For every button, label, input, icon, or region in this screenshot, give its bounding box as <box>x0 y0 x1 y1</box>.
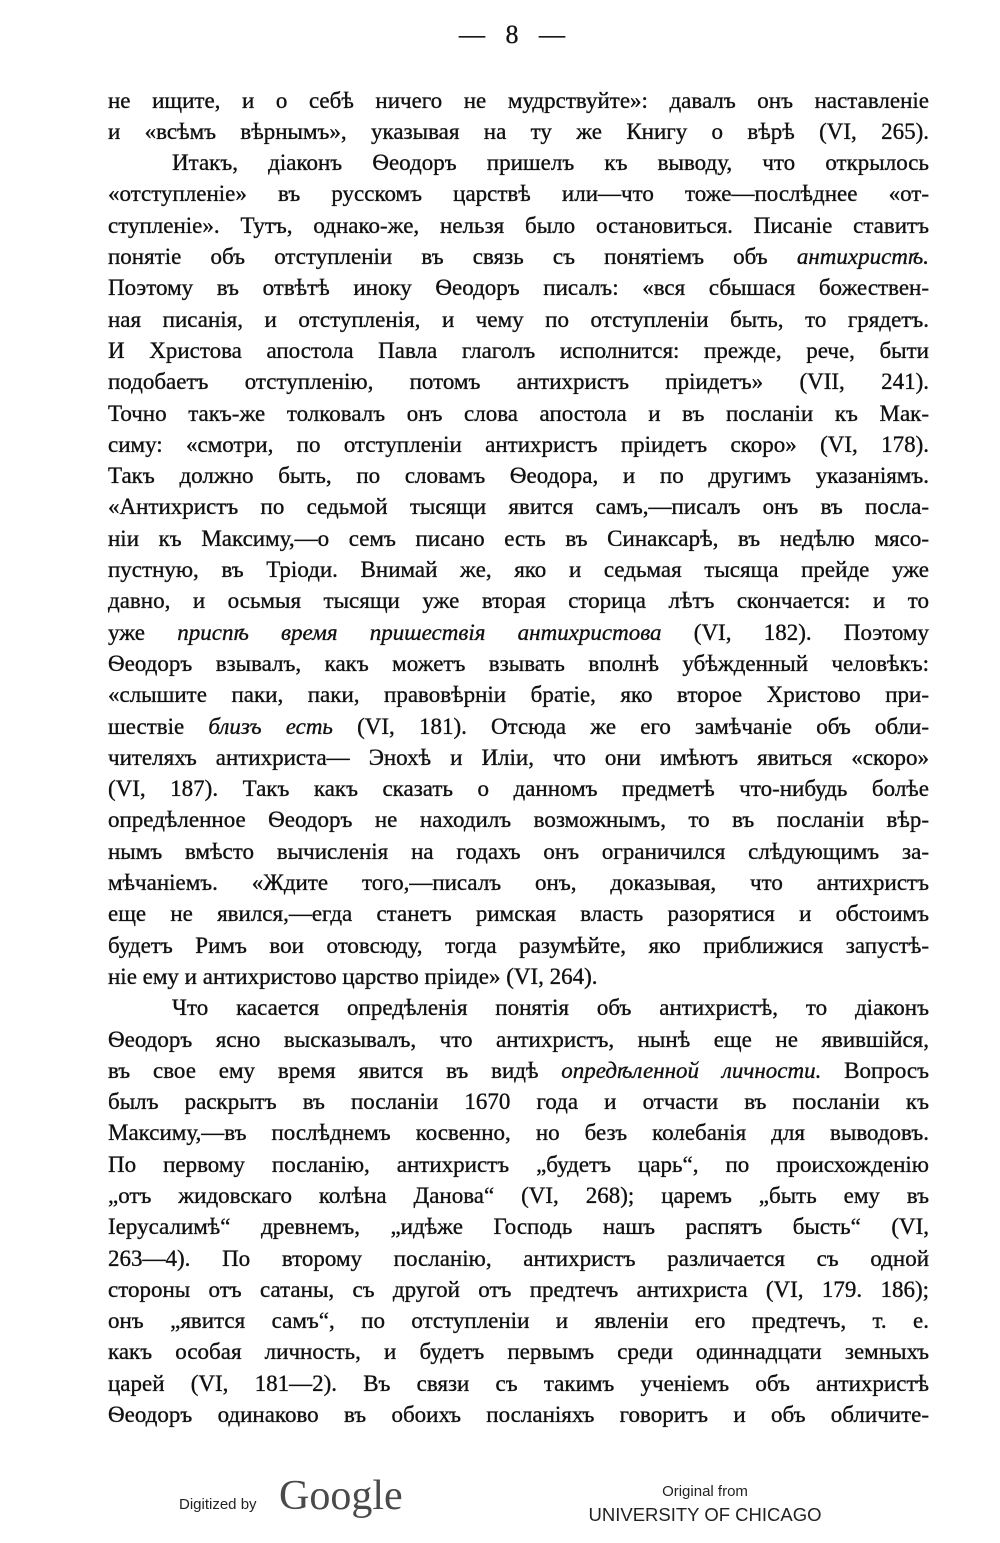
text-line <box>108 178 929 209</box>
text-segment: (VI, 181). Отсюда же его замѣчаніе объ обли- <box>332 713 929 739</box>
text-line <box>108 1305 929 1336</box>
text-segment: въ свое ему время явится въ видѣ <box>108 1057 562 1083</box>
text-segment: онъ „явится самъ“, по отступленіи и явленіи его предтечъ, т. е. <box>108 1308 929 1334</box>
text-line <box>108 272 929 303</box>
text-segment: «слышите паки, паки, правовѣрніи братіе, яко второе Христово при- <box>108 682 929 708</box>
text-segment: ная писанія, и отступленія, и чему по отступленіи быть, то грядетъ. <box>108 306 929 332</box>
text-line <box>108 460 929 491</box>
google-logo: Google <box>279 1473 403 1519</box>
text-line <box>108 1055 929 1086</box>
text-line <box>108 992 929 1023</box>
text-segment: (VI, 182). Поэтому <box>661 619 929 645</box>
text-line <box>108 617 929 648</box>
text-segment: ступленіе». Тутъ, однако-же, нельзя было остановиться. Писаніе ставитъ <box>108 212 929 238</box>
text-line <box>108 711 929 742</box>
text-line <box>108 773 929 804</box>
text-segment: былъ раскрытъ въ посланіи 1670 года и отчасти въ посланіи къ <box>108 1089 929 1115</box>
text-segment: шествіе <box>108 713 209 739</box>
text-segment: Поэтому въ отвѣтѣ иноку Ѳеодоръ писалъ: «вся сбышася божествен- <box>108 275 929 301</box>
text-segment: подобаетъ отступленію, потомъ антихристъ пріидетъ» (VII, 241). <box>108 369 929 395</box>
text-line <box>108 241 929 272</box>
text-segment: не ищите, и о себѣ ничего не мудрствуйте»: давалъ онъ наставленіе <box>108 87 929 113</box>
italic-text: близъ есть <box>208 713 333 739</box>
text-segment: чителяхъ антихриста— Энохѣ и Иліи, что они имѣютъ явиться «скоро» <box>108 744 929 770</box>
digitized-by-label: Digitized by <box>179 1496 257 1513</box>
text-segment: Итакъ, діаконъ Ѳеодоръ пришелъ къ выводу, что открылось <box>172 150 929 176</box>
text-segment: стороны отъ сатаны, съ другой отъ предтечъ антихриста (VI, 179. 186); <box>108 1276 929 1302</box>
text-segment: Точно такъ-же толковалъ онъ слова апостола и въ посланіи къ Мак- <box>108 400 929 426</box>
text-line <box>108 554 929 585</box>
text-line <box>108 1274 929 1305</box>
text-segment: «отступленіе» въ русскомъ царствѣ или—что тоже—послѣднее «от- <box>108 181 929 207</box>
text-line <box>108 1399 929 1430</box>
text-segment: пустную, въ Тріоди. Внимай же, яко и седьмая тысяща прейде уже <box>108 557 929 583</box>
text-segment: Максиму,—въ послѣднемъ косвенно, но безъ колебанія для выводовъ. <box>108 1120 929 1146</box>
text-segment: уже <box>108 619 178 645</box>
text-segment: какъ особая личность, и будетъ первымъ среди одиннадцати земныхъ <box>108 1339 929 1365</box>
text-line <box>108 85 929 116</box>
text-line <box>108 1180 929 1211</box>
text-segment: „отъ жидовскаго колѣна Данова“ (VI, 268); царемъ „быть ему въ <box>108 1182 929 1208</box>
text-segment: Такъ должно быть, по словамъ Ѳеодора, и по другимъ указаніямъ. <box>108 463 929 489</box>
text-line <box>108 867 929 898</box>
text-line <box>108 1336 929 1367</box>
text-segment: (VI, 187). Такъ какъ сказать о данномъ предметѣ что-нибудь болѣе <box>108 776 929 802</box>
text-line <box>108 335 929 366</box>
text-line <box>108 1243 929 1274</box>
text-line <box>108 398 929 429</box>
text-line <box>108 491 929 522</box>
text-line <box>108 304 929 335</box>
text-segment: давно, и осьмыя тысящи уже вторая сторица лѣтъ скончается: и то <box>108 588 929 614</box>
text-segment: Вопросъ <box>821 1057 929 1083</box>
text-line <box>108 210 929 241</box>
text-segment: ніи къ Максиму,—о семъ писано есть въ Синаксарѣ, въ недѣлю мясо- <box>108 525 929 551</box>
text-line <box>108 1368 929 1399</box>
original-from-label: Original from <box>662 1483 748 1500</box>
text-line <box>108 147 929 178</box>
text-line <box>108 1149 929 1180</box>
text-segment: По первому посланію, антихристъ „будетъ царь“, по происхожденію <box>108 1151 929 1177</box>
text-segment: понятіе объ отступленіи въ связь съ понятіемъ объ <box>108 244 797 270</box>
text-line <box>108 961 929 992</box>
text-segment: Ѳеодоръ ясно высказывалъ, что антихристъ, нынѣ еще не явившійся, <box>108 1026 929 1052</box>
text-segment: будетъ Римъ вои отовсюду, тогда разумѣйте, яко приближися запустѣ- <box>108 932 929 958</box>
text-line <box>108 679 929 710</box>
text-line <box>108 523 929 554</box>
italic-text: опредѣленной личности. <box>561 1057 822 1083</box>
text-line <box>108 366 929 397</box>
text-line <box>108 742 929 773</box>
text-line <box>108 648 929 679</box>
text-segment: «Антихристъ по седьмой тысящи явится самъ,—писалъ онъ въ посла- <box>108 494 929 520</box>
italic-text: антихристѣ. <box>796 244 929 270</box>
paragraph <box>108 992 929 1430</box>
text-line <box>108 836 929 867</box>
text-line <box>108 429 929 460</box>
italic-text: приспѣ время пришествія антихристова <box>177 619 662 645</box>
text-segment: мѣчаніемъ. «Ждите того,—писалъ онъ, доказывая, что антихристъ <box>108 870 929 896</box>
text-line <box>108 898 929 929</box>
paragraph <box>108 85 929 148</box>
text-line <box>108 116 929 147</box>
text-line <box>108 1086 929 1117</box>
text-block <box>108 85 929 1431</box>
text-segment: Что касается опредѣленія понятія объ антихристѣ, то діаконъ <box>172 995 929 1021</box>
text-line <box>108 1211 929 1242</box>
text-segment: ніе ему и антихристово царство пріиде» (VI, 264). <box>108 963 598 989</box>
text-line <box>108 1024 929 1055</box>
institution-name: UNIVERSITY OF CHICAGO <box>588 1504 822 1525</box>
text-segment: нымъ вмѣсто вычисленія на годахъ онъ ограничился слѣдующимъ за- <box>108 838 929 864</box>
text-segment: 263—4). По второму посланію, антихристъ различается съ одной <box>108 1245 929 1271</box>
text-segment: еще не явился,—егда станетъ римская власть разорятися и обстоимъ <box>108 901 929 927</box>
text-segment: Ѳеодоръ одинаково въ обоихъ посланіяхъ говоритъ и объ обличите- <box>108 1402 929 1428</box>
text-line <box>108 1117 929 1148</box>
text-line <box>108 804 929 835</box>
text-segment: опредѣленное Ѳеодоръ не находилъ возможнымъ, то въ посланіи вѣр- <box>108 807 929 833</box>
text-line <box>108 585 929 616</box>
text-segment: и «всѣмъ вѣрнымъ», указывая на ту же Книгу о вѣрѣ (VI, 265). <box>108 118 929 144</box>
text-line <box>108 930 929 961</box>
text-segment: И Христова апостола Павла глаголъ исполнится: прежде, рече, быти <box>108 337 929 363</box>
text-segment: Іерусалимѣ“ древнемъ, „идѣже Господь нашъ распятъ бысть“ (VI, <box>108 1214 929 1240</box>
paragraph <box>108 147 929 992</box>
text-segment: царей (VI, 181—2). Въ связи съ такимъ ученіемъ объ антихристѣ <box>108 1370 929 1396</box>
page-number: — 8 — <box>459 20 565 49</box>
text-segment: симу: «смотри, по отступленіи антихристъ пріидетъ скоро» (VI, 178). <box>108 431 929 457</box>
text-segment: Ѳеодоръ взывалъ, какъ можетъ взывать вполнѣ убѣжденный человѣкъ: <box>108 650 929 676</box>
